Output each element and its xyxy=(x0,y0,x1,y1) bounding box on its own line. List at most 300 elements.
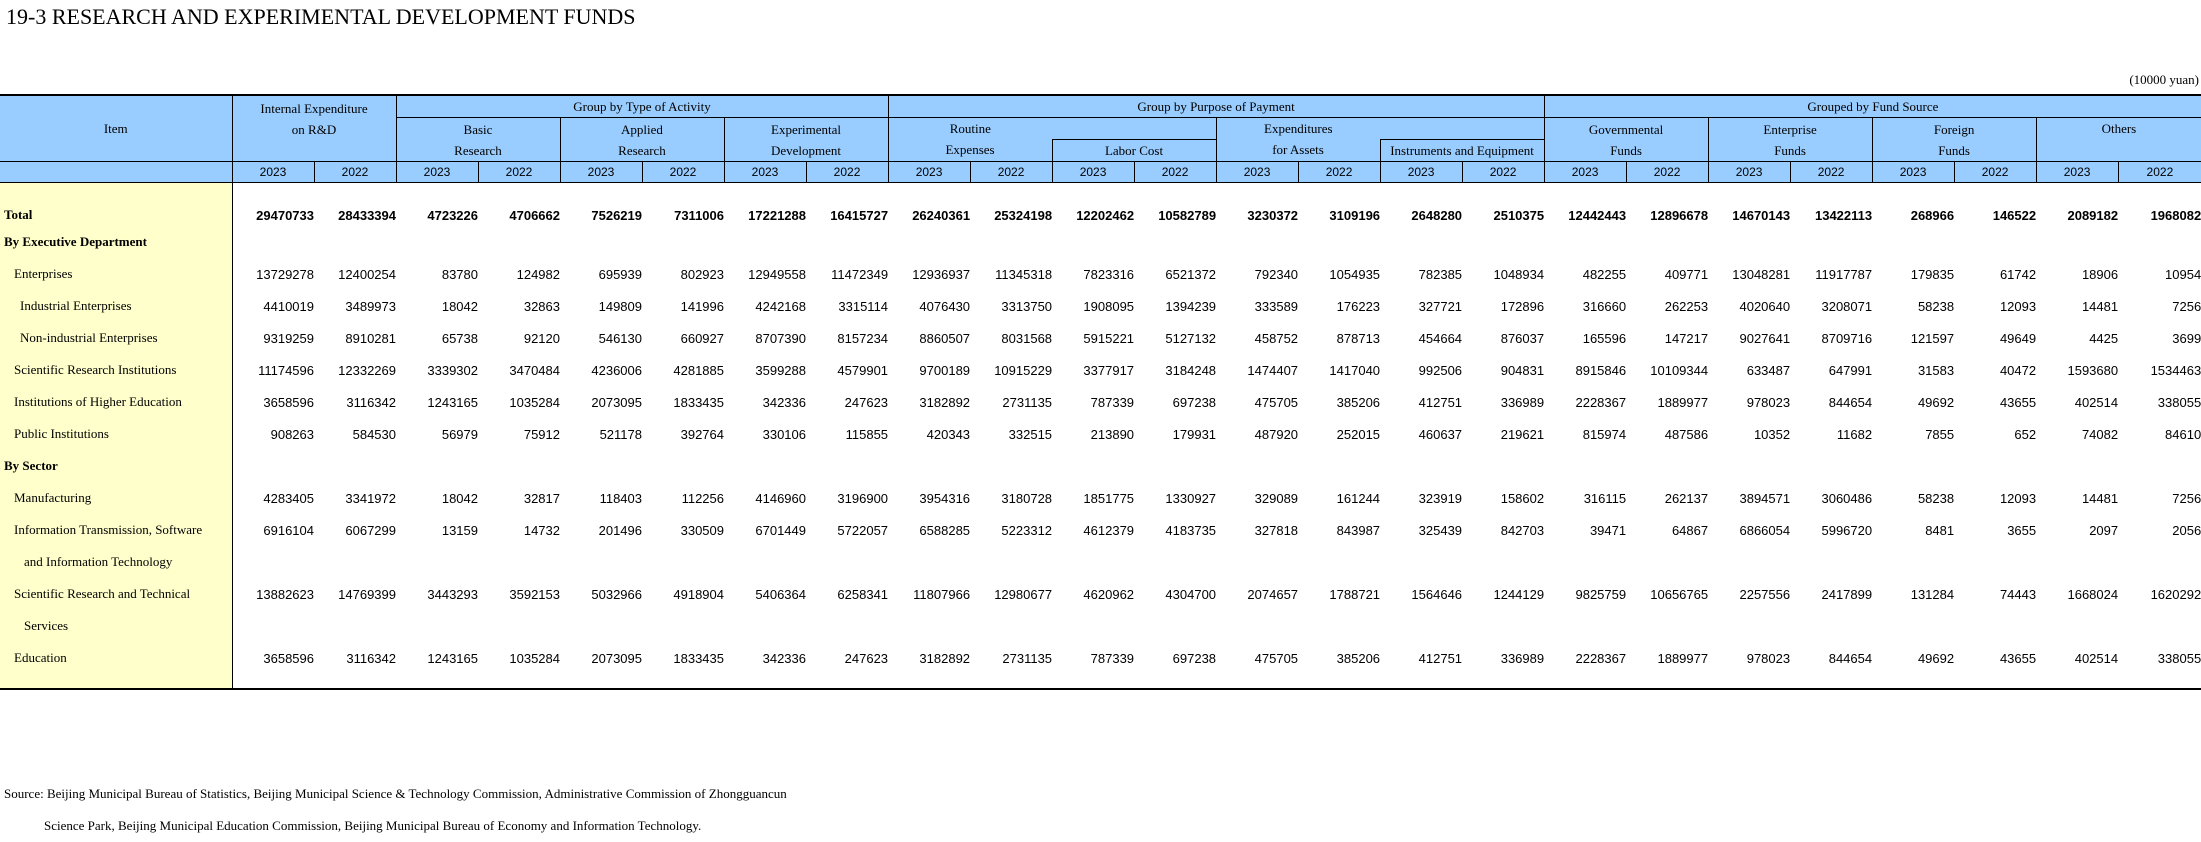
table-cell xyxy=(1708,450,1790,482)
table-cell xyxy=(1134,226,1216,258)
table-cell-blank xyxy=(2036,674,2118,689)
header-year: 2022 xyxy=(1462,162,1544,183)
table-cell: 146522 xyxy=(1992,208,2037,223)
table-cell-blank xyxy=(314,674,396,689)
table-cell: 61742 xyxy=(1999,266,2037,282)
table-cell: 4236006 xyxy=(591,362,642,378)
table-cell: 25324198 xyxy=(994,208,1053,223)
header-group-purpose: Group by Purpose of Payment xyxy=(888,95,1544,118)
table-cell: 121597 xyxy=(1910,330,1955,346)
table-cell: 124982 xyxy=(516,266,560,282)
header-year: 2022 xyxy=(2118,162,2201,183)
table-cell-blank xyxy=(970,546,1052,578)
header-applied-l2: Research xyxy=(618,142,666,158)
table-cell: 58238 xyxy=(1917,298,1955,314)
table-cell: 3315114 xyxy=(838,298,889,314)
table-cell: 13159 xyxy=(441,522,478,538)
table-cell: 4183735 xyxy=(1165,522,1217,538)
table-cell: 1620292 xyxy=(2150,586,2201,602)
table-cell-blank xyxy=(888,546,970,578)
table-cell-blank xyxy=(2036,546,2118,578)
table-cell: 3954316 xyxy=(919,490,971,506)
header-foreign-l2: Funds xyxy=(1938,142,1970,158)
table-cell: 7823316 xyxy=(1083,266,1135,282)
table-cell: 842703 xyxy=(1500,522,1545,538)
page-title: 19-3 RESEARCH AND EXPERIMENTAL DEVELOPMENT FUNDS xyxy=(6,4,636,29)
table-row xyxy=(0,386,2201,418)
table-cell: 10656765 xyxy=(1650,586,1709,602)
table-cell xyxy=(1052,450,1134,482)
header-routine-l1: Routine xyxy=(888,118,1052,140)
table-row-continuation xyxy=(0,546,2201,578)
table-cell: 262253 xyxy=(1664,298,1709,314)
table-cell: 5915221 xyxy=(1083,330,1135,346)
table-cell: 487586 xyxy=(1664,426,1709,442)
header-labor-cost: Labor Cost xyxy=(1052,140,1216,162)
table-cell-blank xyxy=(1544,674,1626,689)
table-cell xyxy=(1380,450,1462,482)
header-item: Item xyxy=(0,95,232,162)
unit-label: (10000 yuan) xyxy=(2129,72,2199,87)
row-label: Non-industrial Enterprises xyxy=(0,322,232,354)
table-cell: 3489973 xyxy=(345,298,396,314)
table-cell: 385206 xyxy=(1336,650,1381,666)
table-cell: 4410019 xyxy=(263,298,314,314)
table-cell: 546130 xyxy=(598,330,642,346)
table-cell-blank xyxy=(1954,674,2036,689)
table-row xyxy=(0,642,2201,674)
header-applied-l1: Applied xyxy=(621,121,663,137)
table-row xyxy=(0,514,2201,546)
table-cell: 13729278 xyxy=(256,266,314,282)
header-internal-expenditure xyxy=(232,95,396,140)
table-cell: 252015 xyxy=(1336,426,1381,442)
table-cell: 1243165 xyxy=(427,650,478,666)
header-enterprise-funds xyxy=(1708,118,1872,162)
header-others: Others xyxy=(2036,118,2201,162)
table-cell: 1593680 xyxy=(2067,362,2119,378)
table-cell xyxy=(1380,226,1462,258)
table-cell: 4425 xyxy=(2089,330,2119,346)
header-year: 2022 xyxy=(1954,162,2036,183)
table-cell xyxy=(314,226,396,258)
table-cell-blank xyxy=(1380,610,1462,642)
header-year: 2023 xyxy=(1872,162,1954,183)
table-cell-blank xyxy=(2118,546,2201,578)
table-cell xyxy=(1626,450,1708,482)
table-cell-blank xyxy=(806,546,888,578)
table-cell: 7855 xyxy=(1925,426,1955,442)
table-cell-blank xyxy=(1708,674,1790,689)
table-row xyxy=(0,258,2201,290)
table-cell: 475705 xyxy=(1254,650,1299,666)
table-cell: 3180728 xyxy=(1001,490,1053,506)
table-cell xyxy=(724,226,806,258)
table-cell: 6866054 xyxy=(1739,522,1791,538)
row-label: By Sector xyxy=(0,450,232,482)
table-cell: 11917787 xyxy=(1815,266,1873,282)
table-cell: 8709716 xyxy=(1821,330,1873,346)
table-cell xyxy=(314,450,396,482)
table-row xyxy=(0,418,2201,450)
table-cell-blank xyxy=(478,674,560,689)
table-cell: 1889977 xyxy=(1657,650,1709,666)
header-group-source: Grouped by Fund Source xyxy=(1544,95,2201,118)
table-cell: 1908095 xyxy=(1083,298,1135,314)
row-label-blank xyxy=(0,674,232,689)
table-row xyxy=(0,183,2201,227)
header-year: 2023 xyxy=(1052,162,1134,183)
table-cell: 3658596 xyxy=(263,650,314,666)
table-cell: 39471 xyxy=(1589,522,1627,538)
table-cell: 660927 xyxy=(680,330,724,346)
table-cell: 3196900 xyxy=(837,490,889,506)
header-foreign-l1: Foreign xyxy=(1933,121,1975,137)
table-cell: 787339 xyxy=(1090,394,1135,410)
table-cell: 131284 xyxy=(1910,586,1955,602)
table-cell xyxy=(1872,226,1954,258)
table-cell xyxy=(1954,450,2036,482)
table-cell-blank xyxy=(1298,610,1380,642)
table-end-row xyxy=(0,674,2201,689)
table-cell: 43655 xyxy=(1999,394,2037,410)
table-row-continuation xyxy=(0,610,2201,642)
table-cell: 201496 xyxy=(598,522,642,538)
table-cell-blank xyxy=(396,610,478,642)
table-cell: 12093 xyxy=(1999,298,2037,314)
table-cell: 402514 xyxy=(2074,650,2119,666)
table-cell: 14670143 xyxy=(1732,208,1791,223)
table-cell: 12936937 xyxy=(912,266,971,282)
table-cell xyxy=(1872,450,1954,482)
table-cell xyxy=(1134,450,1216,482)
table-cell: 1833435 xyxy=(673,394,724,410)
table-cell: 5406364 xyxy=(755,586,806,602)
table-cell: 392764 xyxy=(680,426,724,442)
table-cell: 5996720 xyxy=(1821,522,1873,538)
table-cell: 4076430 xyxy=(919,298,971,314)
table-cell: 3341972 xyxy=(345,490,396,506)
table-cell xyxy=(888,450,970,482)
table-cell: 329089 xyxy=(1254,490,1299,506)
table-cell: 16415727 xyxy=(830,208,889,223)
table-cell: 482255 xyxy=(1582,266,1627,282)
table-cell: 412751 xyxy=(1418,650,1463,666)
table-cell xyxy=(1216,450,1298,482)
row-label: Education xyxy=(0,642,232,674)
table-cell-blank xyxy=(1708,610,1790,642)
table-cell: 7526219 xyxy=(591,208,642,223)
table-cell-blank xyxy=(642,674,724,689)
table-cell: 8481 xyxy=(1925,522,1955,538)
table-cell: 3339302 xyxy=(427,362,478,378)
header-basic-l2: Research xyxy=(454,142,502,158)
header-year: 2023 xyxy=(1544,162,1626,183)
table-row xyxy=(0,450,2201,482)
table-cell: 43655 xyxy=(1999,650,2037,666)
table-cell xyxy=(888,226,970,258)
table-cell: 12400254 xyxy=(338,266,396,282)
table-cell: 8031568 xyxy=(1001,330,1053,346)
table-cell: 876037 xyxy=(1500,330,1545,346)
table-cell: 695939 xyxy=(598,266,642,282)
table-cell-blank xyxy=(724,674,806,689)
table-cell: 323919 xyxy=(1418,490,1463,506)
table-cell: 1048934 xyxy=(1493,266,1545,282)
table-cell: 219621 xyxy=(1500,426,1545,442)
table-cell: 7256 xyxy=(2172,490,2201,506)
source-note-continued: Science Park, Beijing Municipal Education Commission, Beijing Municipal Bureau of Economy and Information Technology. xyxy=(44,818,702,833)
table-cell: 652 xyxy=(2014,426,2037,442)
table-cell: 247623 xyxy=(844,394,889,410)
table-row xyxy=(0,482,2201,514)
table-cell: 325439 xyxy=(1418,522,1463,538)
header-assets-blank xyxy=(1380,118,1544,140)
table-cell: 29470733 xyxy=(256,208,314,223)
source-note: Source: Beijing Municipal Bureau of Statistics, Beijing Municipal Science & Technology Commission, Administrative Commission of Zhongguancun xyxy=(4,786,787,801)
table-cell: 409771 xyxy=(1664,266,1709,282)
table-cell: 3592153 xyxy=(509,586,560,602)
table-cell xyxy=(1544,226,1626,258)
table-cell: 332515 xyxy=(1008,426,1053,442)
table-cell xyxy=(724,450,806,482)
table-cell: 1244129 xyxy=(1493,586,1545,602)
table-cell: 2510375 xyxy=(1493,208,1545,223)
table-cell: 787339 xyxy=(1090,650,1135,666)
table-cell: 11682 xyxy=(1836,426,1873,442)
table-cell: 12949558 xyxy=(748,266,806,282)
table-cell xyxy=(1790,226,1872,258)
row-label: Information Transmission, Software xyxy=(0,514,232,546)
table-cell: 3109196 xyxy=(1329,208,1381,223)
table-cell: 6701449 xyxy=(755,522,806,538)
table-cell: 84610 xyxy=(2165,426,2201,442)
table-cell: 118403 xyxy=(599,490,642,506)
header-gov-l2: Funds xyxy=(1610,142,1642,158)
table-cell: 8157234 xyxy=(837,330,889,346)
table-cell-blank xyxy=(1462,546,1544,578)
table-cell: 49649 xyxy=(1999,330,2037,346)
table-cell: 327818 xyxy=(1254,522,1299,538)
table-cell: 5032966 xyxy=(591,586,642,602)
table-cell xyxy=(970,226,1052,258)
table-cell-blank xyxy=(1708,546,1790,578)
table-cell: 7256 xyxy=(2172,298,2201,314)
table-cell xyxy=(1052,226,1134,258)
table-cell: 3894571 xyxy=(1739,490,1791,506)
table-cell: 18042 xyxy=(441,298,478,314)
row-label: Total xyxy=(0,183,232,227)
row-label: Manufacturing xyxy=(0,482,232,514)
header-year: 2022 xyxy=(478,162,560,183)
table-cell: 454664 xyxy=(1418,330,1463,346)
table-cell: 7311006 xyxy=(674,208,724,223)
table-body xyxy=(0,183,2201,690)
table-cell-blank xyxy=(1134,610,1216,642)
table-row xyxy=(0,290,2201,322)
table-cell: 3470484 xyxy=(509,362,560,378)
header-assets-l2: for Assets xyxy=(1216,140,1380,162)
row-label: Institutions of Higher Education xyxy=(0,386,232,418)
table-cell: 8915846 xyxy=(1575,362,1627,378)
table-cell: 64867 xyxy=(1671,522,1709,538)
table-cell: 58238 xyxy=(1917,490,1955,506)
header-basic-l1: Basic xyxy=(463,121,493,137)
table-cell: 844654 xyxy=(1828,650,1873,666)
table-cell xyxy=(2118,226,2201,258)
table-cell: 12896678 xyxy=(1650,208,1709,223)
table-cell: 3060486 xyxy=(1821,490,1873,506)
table-cell: 475705 xyxy=(1254,394,1299,410)
table-cell: 172896 xyxy=(1500,298,1545,314)
table-cell: 1534463 xyxy=(2150,362,2201,378)
table-cell: 1968082 xyxy=(2150,208,2201,223)
table-cell xyxy=(806,450,888,482)
table-cell-blank xyxy=(1872,546,1954,578)
table-cell: 904831 xyxy=(1500,362,1545,378)
header-year: 2023 xyxy=(1216,162,1298,183)
table-cell: 697238 xyxy=(1172,394,1217,410)
table-cell: 14769399 xyxy=(338,586,396,602)
table-cell: 4281885 xyxy=(673,362,724,378)
table-cell: 3182892 xyxy=(919,650,971,666)
table-cell: 26240361 xyxy=(912,208,971,223)
table-cell-blank xyxy=(560,546,642,578)
table-cell-blank xyxy=(888,610,970,642)
table-cell: 3599288 xyxy=(755,362,806,378)
table-cell: 3699 xyxy=(2172,330,2201,346)
table-cell xyxy=(232,450,314,482)
table-cell: 1054935 xyxy=(1329,266,1381,282)
table-cell: 2648280 xyxy=(1411,208,1463,223)
table-cell: 9319259 xyxy=(263,330,314,346)
header-governmental-funds xyxy=(1544,118,1708,162)
row-label-continued: Services xyxy=(0,610,232,642)
header-year: 2022 xyxy=(806,162,888,183)
header-instruments: Instruments and Equipment xyxy=(1380,140,1544,162)
table-cell: 3655 xyxy=(2007,522,2037,538)
header-year: 2023 xyxy=(2036,162,2118,183)
table-cell xyxy=(1298,450,1380,482)
table-cell: 6588285 xyxy=(919,522,971,538)
table-cell-blank xyxy=(642,546,724,578)
table-cell: 2073095 xyxy=(591,394,642,410)
header-experimental-l1: Experimental xyxy=(771,121,842,137)
table-cell: 3184248 xyxy=(1165,362,1217,378)
table-cell-blank xyxy=(1216,610,1298,642)
table-cell-blank xyxy=(1052,546,1134,578)
table-cell: 14481 xyxy=(2081,490,2119,506)
table-cell xyxy=(1462,450,1544,482)
table-cell: 74082 xyxy=(2081,426,2119,442)
table-cell: 385206 xyxy=(1336,394,1381,410)
header-year: 2022 xyxy=(642,162,724,183)
table-cell-blank xyxy=(314,546,396,578)
table-row xyxy=(0,226,2201,258)
header-year: 2023 xyxy=(560,162,642,183)
header-internal-blank xyxy=(232,140,396,162)
table-cell: 3443293 xyxy=(427,586,478,602)
table-cell xyxy=(1216,226,1298,258)
row-label: Scientific Research and Technical xyxy=(0,578,232,610)
table-cell: 12332269 xyxy=(338,362,396,378)
table-cell xyxy=(2036,450,2118,482)
table-row xyxy=(0,354,2201,386)
table-cell: 6521372 xyxy=(1165,266,1217,282)
table-cell: 4723226 xyxy=(427,208,478,223)
table-cell-blank xyxy=(806,610,888,642)
table-cell: 2417899 xyxy=(1821,586,1873,602)
table-cell-blank xyxy=(1626,610,1708,642)
table-cell xyxy=(1626,226,1708,258)
header-year: 2023 xyxy=(888,162,970,183)
table-cell: 179931 xyxy=(1172,426,1217,442)
header-experimental-l2: Development xyxy=(771,142,842,158)
table-cell: 4242168 xyxy=(755,298,806,314)
header-year: 2022 xyxy=(314,162,396,183)
table-cell: 815974 xyxy=(1582,426,1627,442)
header-routine-l2: Expenses xyxy=(888,140,1052,162)
table-cell-blank xyxy=(1298,546,1380,578)
table-cell-blank xyxy=(232,610,314,642)
row-label: Public Institutions xyxy=(0,418,232,450)
table-cell: 17221288 xyxy=(748,208,806,223)
table-cell-blank xyxy=(1216,674,1298,689)
table-cell-blank xyxy=(1544,546,1626,578)
table-cell: 31583 xyxy=(1917,362,1955,378)
table-cell: 1417040 xyxy=(1329,362,1381,378)
table-cell-blank xyxy=(1462,610,1544,642)
table-cell-blank xyxy=(970,610,1052,642)
table-cell: 487920 xyxy=(1254,426,1299,442)
table-cell-blank xyxy=(314,610,396,642)
table-cell: 420343 xyxy=(926,426,971,442)
table-cell: 10109344 xyxy=(1650,362,1709,378)
header-foreign-funds xyxy=(1872,118,2036,162)
table-cell-blank xyxy=(1626,674,1708,689)
table-cell: 6916104 xyxy=(263,522,314,538)
table-cell: 6258341 xyxy=(837,586,889,602)
table-cell: 12980677 xyxy=(994,586,1053,602)
table-cell: 4612379 xyxy=(1083,522,1135,538)
table-cell: 330509 xyxy=(680,522,724,538)
table-cell: 2097 xyxy=(2089,522,2119,538)
table-cell: 336989 xyxy=(1500,394,1545,410)
table-cell: 65738 xyxy=(441,330,478,346)
table-cell-blank xyxy=(560,674,642,689)
table-cell: 1035284 xyxy=(509,394,560,410)
table-cell xyxy=(396,450,478,482)
table-cell: 342336 xyxy=(762,650,806,666)
table-cell: 4706662 xyxy=(509,208,560,223)
table-cell: 4283405 xyxy=(263,490,314,506)
table-cell: 141996 xyxy=(680,298,724,314)
table-cell: 32817 xyxy=(523,490,560,506)
table-cell: 2731135 xyxy=(1002,650,1053,666)
table-cell: 2056 xyxy=(2172,522,2201,538)
table-cell: 6067299 xyxy=(345,522,396,538)
table-cell: 10915229 xyxy=(994,362,1053,378)
table-cell: 149809 xyxy=(598,298,642,314)
table-cell: 2089182 xyxy=(2067,208,2119,223)
table-cell: 13422113 xyxy=(1814,208,1873,223)
table-cell-blank xyxy=(1134,546,1216,578)
table-cell: 2228367 xyxy=(1575,650,1627,666)
table-cell: 647991 xyxy=(1828,362,1873,378)
table-cell: 338055 xyxy=(2157,650,2201,666)
table-cell: 908263 xyxy=(270,426,314,442)
table-cell: 12442443 xyxy=(1568,208,1627,223)
